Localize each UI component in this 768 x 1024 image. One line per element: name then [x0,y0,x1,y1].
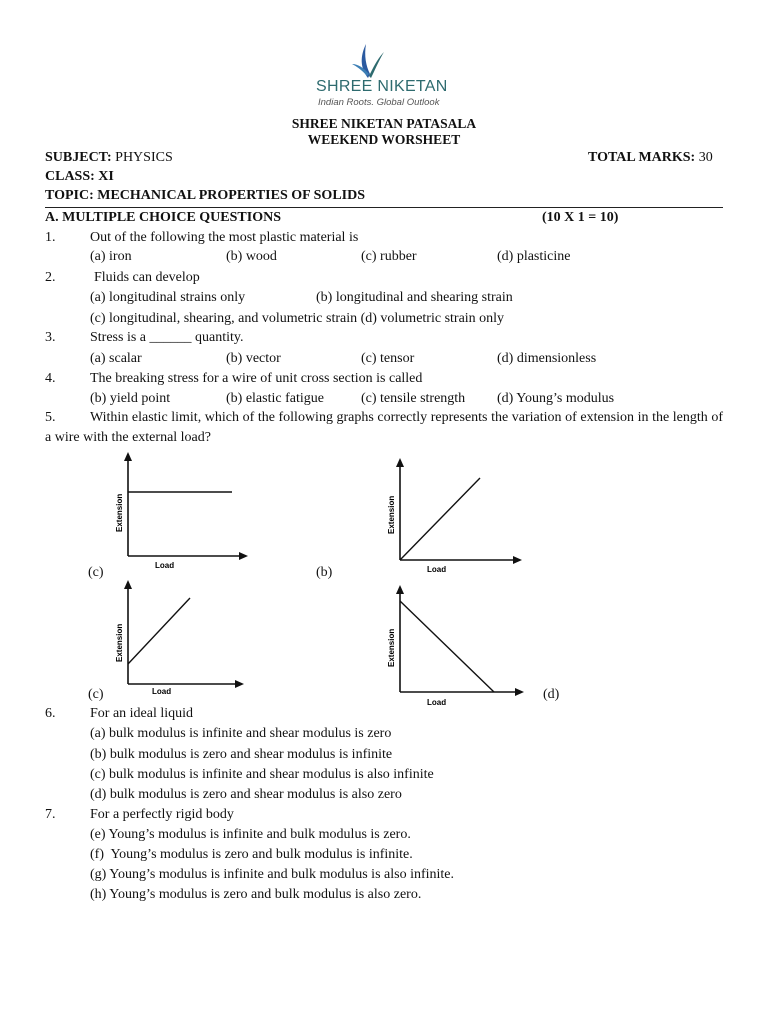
sheet-title: WEEKEND WORSHEET [307,132,461,147]
q5-graph-2-ylabel: Extension [387,495,396,534]
q7-text: For a perfectly rigid body [90,807,234,822]
q5-graph-3-label: (c) [88,687,104,702]
section-marks: (10 X 1 = 10) [542,210,619,225]
q5-graph-1 [110,452,250,570]
q3-text: Stress is a ______ quantity. [90,330,244,345]
logo-name: SHREE NIKETAN [316,78,448,95]
q7-number: 7. [45,807,56,822]
q1-option-b: (b) wood [226,249,277,264]
q5-graph-2-label: (b) [316,565,333,580]
section-title: A. MULTIPLE CHOICE QUESTIONS [45,210,281,225]
subject-label: SUBJECT: [45,150,112,165]
class-line [45,168,114,186]
school-logo-icon [350,40,386,80]
q1-number: 1. [45,230,56,245]
total-marks-value: 30 [698,150,713,165]
q2-text: Fluids can develop [94,270,200,285]
school-name: SHREE NIKETAN PATASALA [291,116,477,131]
q4-text: The breaking stress for a wire of unit cross section is called [90,371,423,386]
q3-option-d: (d) dimensionless [497,351,597,366]
q5-graph-2 [382,458,524,576]
q5-graph-3 [110,580,250,698]
topic-line [45,187,365,205]
header-divider [45,207,723,208]
q6-option-b: (b) bulk modulus is zero and shear modulus is infinite [90,747,393,762]
q2-option-cd: (c) longitudinal, shearing, and volumetric strain (d) volumetric strain only [90,311,505,326]
q6-option-c: (c) bulk modulus is infinite and shear modulus is also infinite [90,767,434,782]
q5-graph-4-ylabel: Extension [387,628,396,667]
q5-text-block [45,408,723,448]
q5-text: Within elastic limit, which of the following graphs correctly represents the variation of extension in the length of a wire with the external load? [45,410,723,445]
q7-option-g: (g) Young’s modulus is infinite and bulk modulus is also infinite. [90,867,455,882]
q3-option-b: (b) vector [226,351,281,366]
q2-number: 2. [45,270,56,285]
class-label: CLASS: [45,169,95,184]
q7-option-h: (h) Young’s modulus is zero and bulk modulus is also zero. [90,887,422,902]
q5-graph-4 [382,585,528,707]
q1-option-d: (d) plasticine [497,249,571,264]
class-value: XI [98,169,114,184]
q5-graph-3-ylabel: Extension [115,623,124,662]
q4-number: 4. [45,371,56,386]
q1-option-c: (c) rubber [361,249,417,264]
q4-option-c: (c) tensile strength [361,391,466,406]
total-marks-label: TOTAL MARKS: [588,150,696,165]
q6-text: For an ideal liquid [90,706,194,721]
q5-number: 5. [45,410,56,425]
q5-graph-4-xlabel: Load [427,698,447,707]
q6-number: 6. [45,706,56,721]
q7-option-f: (f) Young’s modulus is zero and bulk modulus is infinite. [90,847,413,862]
q5-graph-1-label: (c) [88,565,104,580]
topic-value: MECHANICAL PROPERTIES OF SOLIDS [97,188,366,203]
q4-option-a: (b) yield point [90,391,171,406]
q3-option-a: (a) scalar [90,351,142,366]
q5-graph-3-xlabel: Load [152,687,172,696]
q6-option-d: (d) bulk modulus is zero and shear modulus is also zero [90,787,402,802]
q3-option-c: (c) tensor [361,351,415,366]
q7-option-e: (e) Young’s modulus is infinite and bulk modulus is zero. [90,827,411,842]
subject-value: PHYSICS [115,150,173,165]
q4-option-b: (b) elastic fatigue [226,391,324,406]
logo-tagline: Indian Roots. Global Outlook [318,97,440,108]
q1-text: Out of the following the most plastic material is [90,230,359,245]
q5-graph-2-xlabel: Load [427,565,447,574]
total-marks-line [588,149,713,167]
subject-line [45,149,173,167]
q4-option-d: (d) Young’s modulus [497,391,615,406]
q3-number: 3. [45,330,56,345]
q5-graph-1-xlabel: Load [155,561,175,570]
q5-graph-1-ylabel: Extension [115,493,124,532]
q2-option-a: (a) longitudinal strains only [90,290,246,305]
q5-graph-4-label: (d) [543,687,560,702]
topic-label: TOPIC: [45,188,94,203]
q2-option-b: (b) longitudinal and shearing strain [316,290,513,305]
q6-option-a: (a) bulk modulus is infinite and shear modulus is zero [90,726,392,741]
q1-option-a: (a) iron [90,249,132,264]
